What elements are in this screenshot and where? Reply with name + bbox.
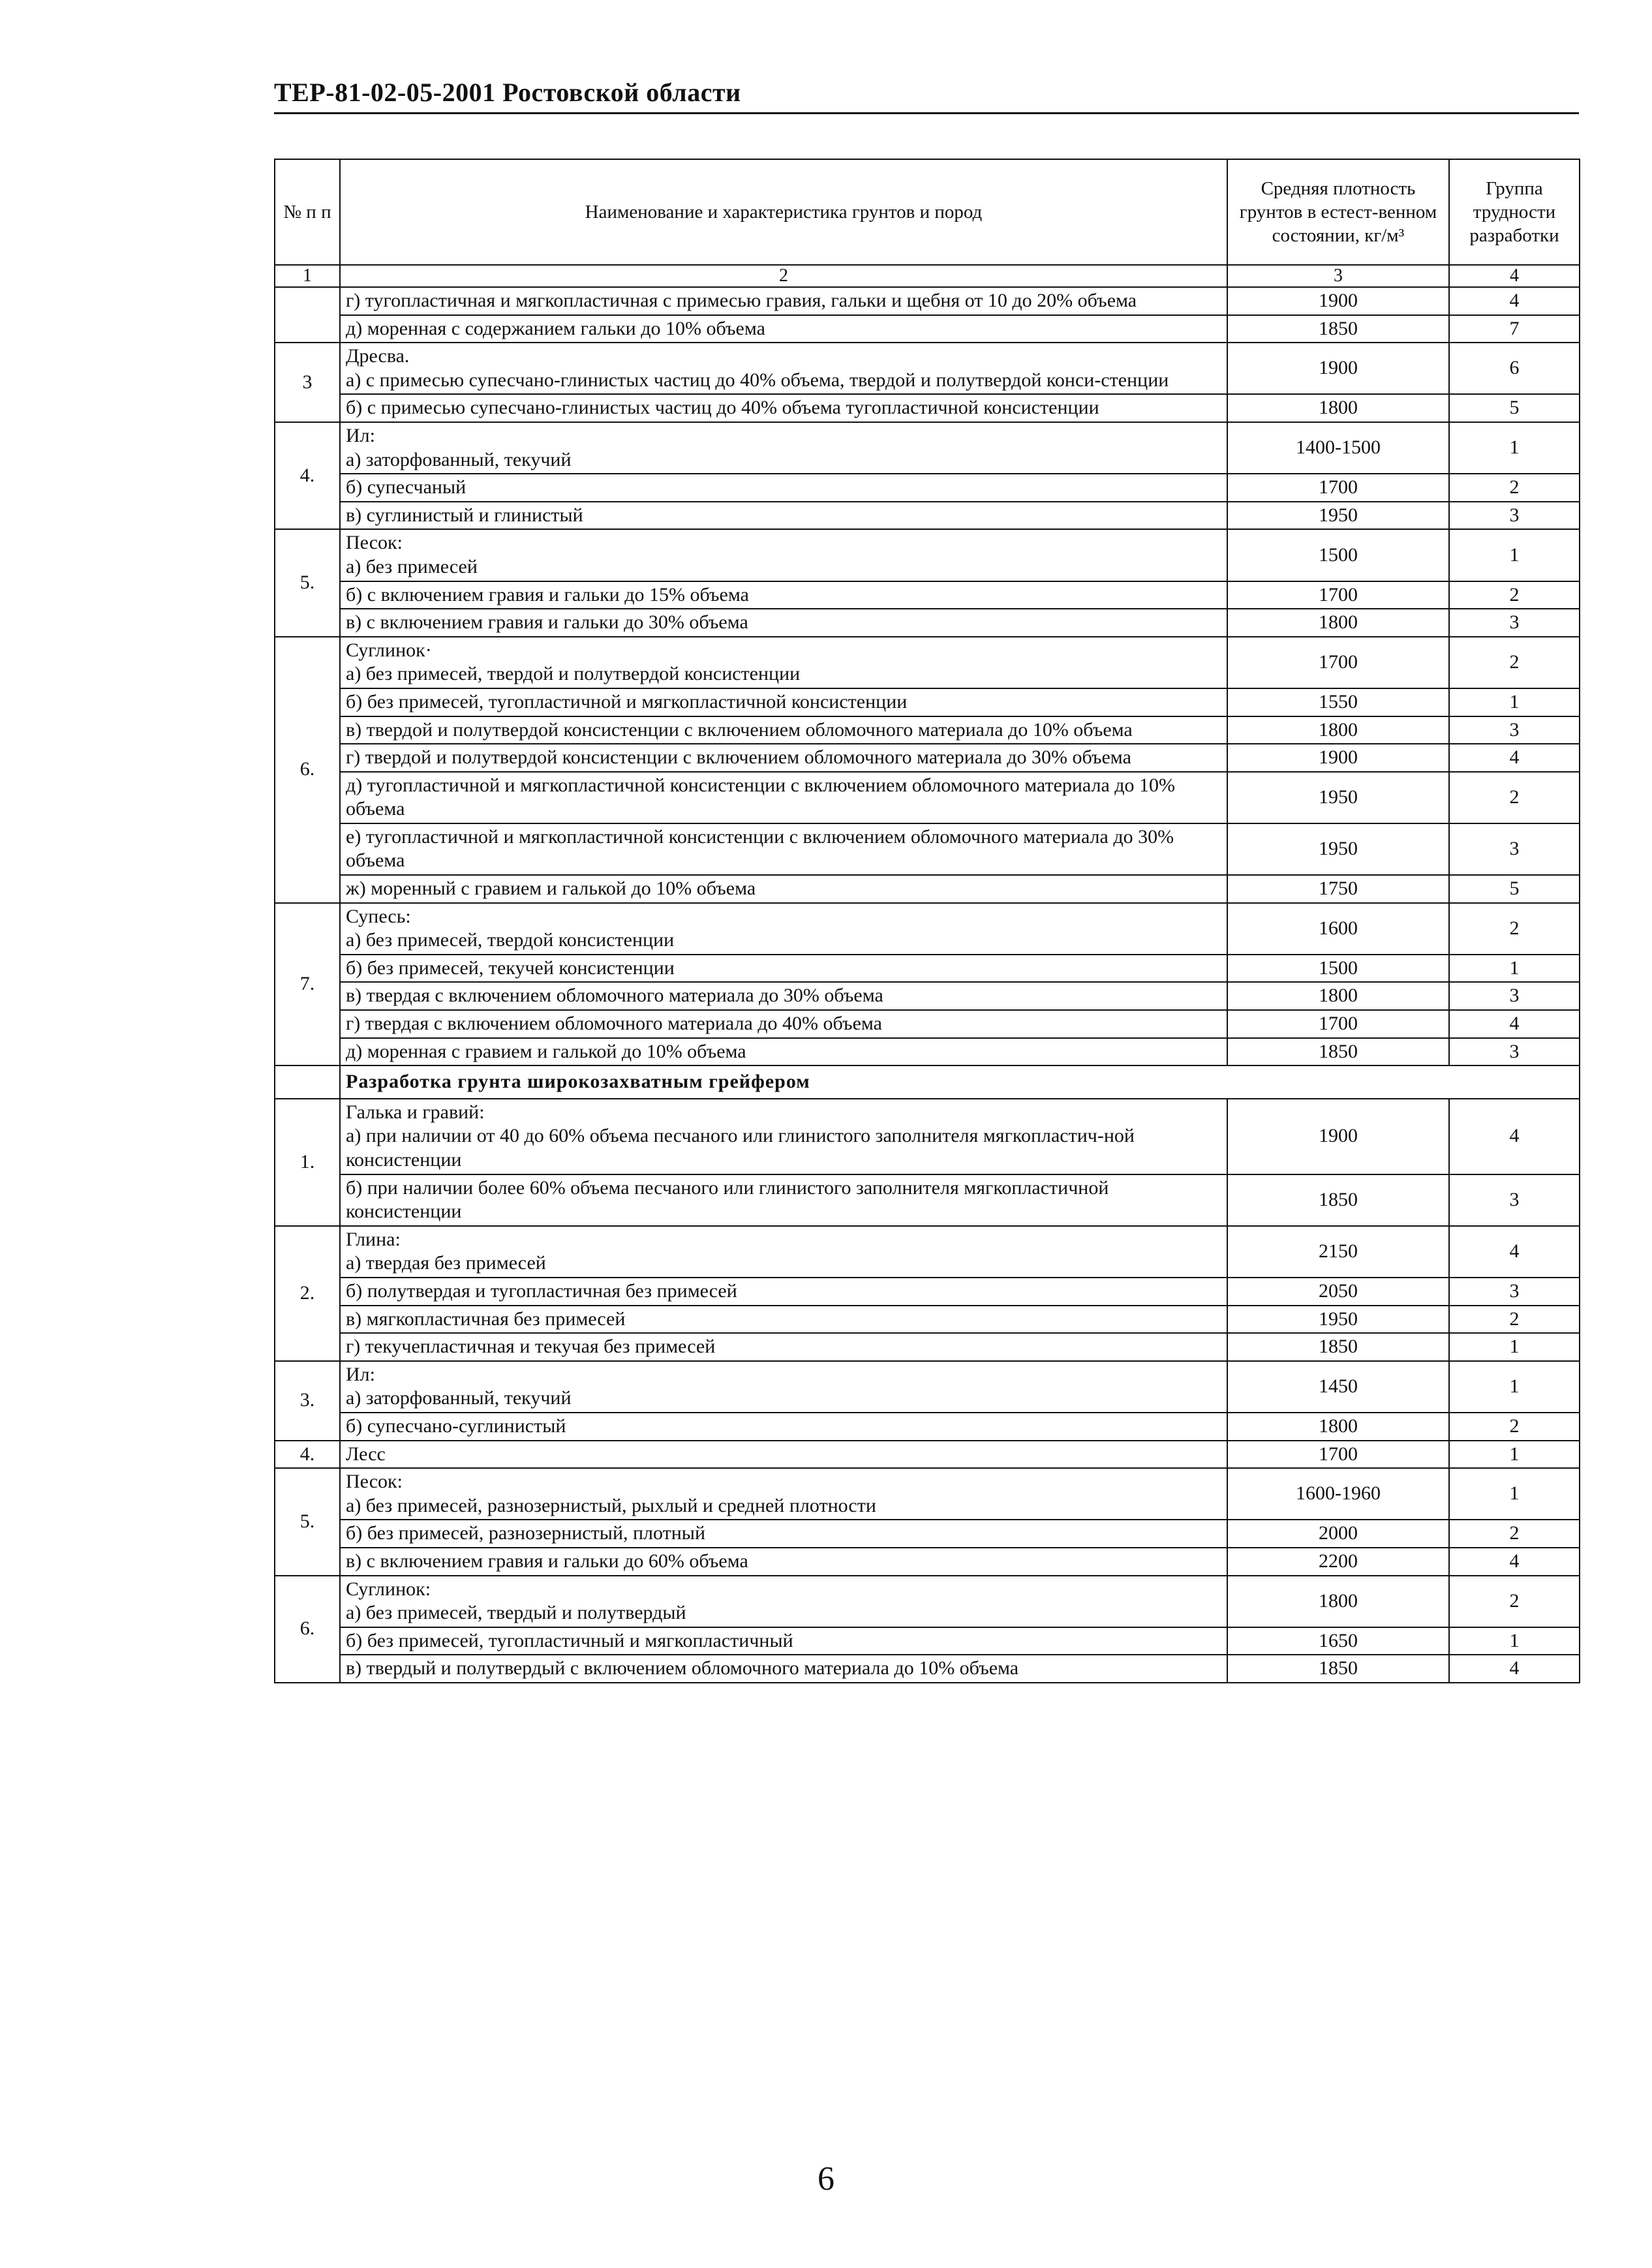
- density-cell: 1800: [1227, 982, 1449, 1010]
- soil-description-cell: [340, 903, 1227, 955]
- soil-description-cell: [340, 688, 1227, 716]
- difficulty-group-cell: 2: [1449, 772, 1580, 823]
- group-number-cell: 7.: [275, 903, 340, 1066]
- item-text: г) твердой и полутвердой консистенции с включением обломочного материала до 30% объема: [346, 746, 1131, 769]
- soil-description-cell: [340, 1099, 1227, 1174]
- group-heading: Галька и гравий:: [346, 1101, 485, 1123]
- group-number-cell: 6.: [275, 1576, 340, 1683]
- table-row: [275, 1174, 1580, 1226]
- item-text: а) без примесей: [346, 555, 478, 577]
- density-cell: 1750: [1227, 875, 1449, 903]
- difficulty-group-cell: 1: [1449, 1441, 1580, 1469]
- page-header: [274, 77, 1579, 116]
- group-number-cell: 3: [275, 343, 340, 422]
- table-row: [275, 1038, 1580, 1066]
- table-row: [275, 1278, 1580, 1306]
- density-cell: 1700: [1227, 581, 1449, 609]
- table-row: [275, 343, 1580, 394]
- soil-description-cell: [340, 823, 1227, 875]
- soil-description-cell: [340, 1038, 1227, 1066]
- table-row: [275, 1468, 1580, 1520]
- soil-description-cell: [340, 875, 1227, 903]
- item-text: г) твердая с включением обломочного материала до 40% объема: [346, 1013, 882, 1035]
- group-heading: Суглинок:: [346, 1578, 431, 1600]
- difficulty-group-cell: 2: [1449, 637, 1580, 688]
- group-number-cell: 2.: [275, 1226, 340, 1361]
- group-number-cell: 4.: [275, 1441, 340, 1469]
- table-row: [275, 315, 1580, 343]
- item-text: б) без примесей, разнозернистый, плотный: [346, 1522, 706, 1544]
- difficulty-group-cell: 7: [1449, 315, 1580, 343]
- soil-description-cell: [340, 1361, 1227, 1413]
- density-cell: 1500: [1227, 955, 1449, 983]
- density-cell: 1800: [1227, 394, 1449, 422]
- item-text: а) заторфованный, текучий: [346, 448, 572, 470]
- density-cell: 1850: [1227, 1333, 1449, 1361]
- soil-description-cell: [340, 502, 1227, 530]
- table-head: [275, 159, 1580, 287]
- item-text: б) супесчаный: [346, 476, 467, 498]
- col-header-name: Наименование и характеристика грунтов и пород: [340, 159, 1227, 265]
- soil-description-cell: [340, 1010, 1227, 1038]
- table-row: [275, 502, 1580, 530]
- item-text: г) тугопластичная и мягкопластичная с примесью гравия, гальки и щебня от 10 до 20% объема: [346, 290, 1137, 311]
- table-row: [275, 287, 1580, 315]
- table-row: [275, 716, 1580, 744]
- soil-description-cell: [340, 637, 1227, 688]
- col-header-number: № п п: [275, 159, 340, 265]
- table-row: [275, 688, 1580, 716]
- group-heading: Ил:: [346, 424, 375, 446]
- group-number-cell: 5.: [275, 1468, 340, 1575]
- col-index: 3: [1227, 265, 1449, 287]
- density-cell: 1850: [1227, 315, 1449, 343]
- difficulty-group-cell: 3: [1449, 982, 1580, 1010]
- difficulty-group-cell: 2: [1449, 1306, 1580, 1334]
- group-number-cell: 4.: [275, 422, 340, 529]
- table-row: [275, 823, 1580, 875]
- difficulty-group-cell: 5: [1449, 875, 1580, 903]
- col-header-density: Средняя плотность грунтов в естест-венном состоянии, кг/м³: [1227, 159, 1449, 265]
- group-number-cell: [275, 287, 340, 343]
- item-text: а) с примесью супесчано-глинистых частиц до 40% объема, твердой и полутвердой конси-стенции: [346, 369, 1169, 391]
- header-row: [275, 159, 1580, 265]
- page-number: 6: [818, 2160, 834, 2198]
- difficulty-group-cell: 1: [1449, 422, 1580, 474]
- item-text: а) без примесей, твердой и полутвердой консистенции: [346, 663, 801, 685]
- difficulty-group-cell: 4: [1449, 1226, 1580, 1278]
- density-cell: 1700: [1227, 1441, 1449, 1469]
- item-text: б) супесчано-суглинистый: [346, 1415, 566, 1437]
- table-row: [275, 1099, 1580, 1174]
- table-row: [275, 1441, 1580, 1469]
- density-cell: 1400-1500: [1227, 422, 1449, 474]
- difficulty-group-cell: 3: [1449, 1174, 1580, 1226]
- item-text: д) моренная с содержанием гальки до 10% объема: [346, 317, 765, 339]
- item-text: б) полутвердая и тугопластичная без примесей: [346, 1280, 737, 1302]
- density-cell: 2200: [1227, 1548, 1449, 1576]
- density-cell: 1600-1960: [1227, 1468, 1449, 1520]
- density-cell: 1700: [1227, 637, 1449, 688]
- density-cell: 1550: [1227, 688, 1449, 716]
- column-index-row: [275, 265, 1580, 287]
- item-text: в) с включением гравия и гальки до 30% объема: [346, 611, 748, 634]
- item-text: д) тугопластичной и мягкопластичной консистенции с включением обломочного материала до 10% объема: [346, 774, 1176, 820]
- table-row: [275, 529, 1580, 581]
- density-cell: 1950: [1227, 1306, 1449, 1334]
- table-row: [275, 1655, 1580, 1683]
- density-cell: 1600: [1227, 903, 1449, 955]
- section-spacer-cell: [275, 1065, 340, 1099]
- density-cell: 1500: [1227, 529, 1449, 581]
- difficulty-group-cell: 3: [1449, 502, 1580, 530]
- difficulty-group-cell: 4: [1449, 1010, 1580, 1038]
- density-cell: 1800: [1227, 1576, 1449, 1627]
- group-number-cell: 1.: [275, 1099, 340, 1226]
- density-cell: 1950: [1227, 502, 1449, 530]
- item-text: б) при наличии более 60% объема песчаного или глинистого заполнителя мягкопластичной консистенции: [346, 1176, 1109, 1223]
- density-cell: 1800: [1227, 716, 1449, 744]
- item-text: б) без примесей, текучей консистенции: [346, 957, 675, 979]
- soil-description-cell: [340, 744, 1227, 772]
- item-text: а) заторфованный, текучий: [346, 1387, 572, 1409]
- soil-description-cell: [340, 343, 1227, 394]
- item-text: а) без примесей, твердой консистенции: [346, 929, 675, 951]
- item-text: е) тугопластичной и мягкопластичной консистенции с включением обломочного материала до 30% объема: [346, 825, 1174, 872]
- soil-description-cell: [340, 982, 1227, 1010]
- table-row: [275, 1520, 1580, 1548]
- soil-description-cell: [340, 422, 1227, 474]
- table-row: [275, 744, 1580, 772]
- difficulty-group-cell: 1: [1449, 1627, 1580, 1655]
- density-cell: 1650: [1227, 1627, 1449, 1655]
- table-row: [275, 1548, 1580, 1576]
- item-text: б) с примесью супесчано-глинистых частиц до 40% объема тугопластичной консистенции: [346, 397, 1099, 419]
- item-text: д) моренная с гравием и галькой до 10% объема: [346, 1040, 746, 1062]
- item-text: б) с включением гравия и гальки до 15% объема: [346, 583, 749, 605]
- density-cell: 1850: [1227, 1655, 1449, 1683]
- item-text: а) твердая без примесей: [346, 1252, 546, 1274]
- difficulty-group-cell: 4: [1449, 1548, 1580, 1576]
- table-row: [275, 1576, 1580, 1627]
- table-row: [275, 1333, 1580, 1361]
- difficulty-group-cell: 2: [1449, 581, 1580, 609]
- group-heading: Глина:: [346, 1228, 401, 1250]
- col-index: 2: [340, 265, 1227, 287]
- density-cell: 1950: [1227, 772, 1449, 823]
- group-number-cell: 5.: [275, 529, 340, 636]
- table-row: [275, 982, 1580, 1010]
- density-cell: 1900: [1227, 287, 1449, 315]
- item-text: в) твердая с включением обломочного материала до 30% объема: [346, 985, 883, 1007]
- table-row: [275, 772, 1580, 823]
- table-row: [275, 637, 1580, 688]
- table-row: [275, 1413, 1580, 1441]
- difficulty-group-cell: 3: [1449, 823, 1580, 875]
- table-row: [275, 955, 1580, 983]
- soil-description-cell: [340, 1520, 1227, 1548]
- density-cell: 2050: [1227, 1278, 1449, 1306]
- table-row: [275, 609, 1580, 637]
- soil-description-cell: [340, 1576, 1227, 1627]
- difficulty-group-cell: 4: [1449, 744, 1580, 772]
- density-cell: 1700: [1227, 474, 1449, 502]
- group-heading: Супесь:: [346, 905, 411, 927]
- table-row: [275, 1010, 1580, 1038]
- item-text: б) без примесей, тугопластичный и мягкопластичный: [346, 1629, 793, 1651]
- density-cell: 1900: [1227, 744, 1449, 772]
- col-index: 1: [275, 265, 340, 287]
- soil-description-cell: [340, 1413, 1227, 1441]
- soil-description-cell: [340, 529, 1227, 581]
- density-cell: 1950: [1227, 823, 1449, 875]
- table-row: [275, 1627, 1580, 1655]
- table-body-part2: [275, 1099, 1580, 1683]
- table-body-part1: [275, 287, 1580, 1065]
- soil-description-cell: [340, 1333, 1227, 1361]
- item-text: б) без примесей, тугопластичной и мягкопластичной консистенции: [346, 690, 908, 713]
- table-row: [275, 474, 1580, 502]
- group-heading: Песок:: [346, 532, 403, 554]
- item-text: а) без примесей, твердый и полутвердый: [346, 1602, 686, 1624]
- difficulty-group-cell: 4: [1449, 1655, 1580, 1683]
- density-cell: 1800: [1227, 1413, 1449, 1441]
- item-text: в) твердый и полутвердый с включением обломочного материала до 10% объема: [346, 1657, 1019, 1679]
- difficulty-group-cell: 3: [1449, 1278, 1580, 1306]
- section-divider: [275, 1065, 1580, 1099]
- difficulty-group-cell: 1: [1449, 1361, 1580, 1413]
- density-cell: 1850: [1227, 1038, 1449, 1066]
- col-index: 4: [1449, 265, 1580, 287]
- density-cell: 1800: [1227, 609, 1449, 637]
- table-row: [275, 581, 1580, 609]
- difficulty-group-cell: 2: [1449, 1413, 1580, 1441]
- table-row: [275, 422, 1580, 474]
- soil-description-cell: [340, 1468, 1227, 1520]
- density-cell: 1450: [1227, 1361, 1449, 1413]
- table-row: [275, 1361, 1580, 1413]
- difficulty-group-cell: 4: [1449, 287, 1580, 315]
- soil-description-cell: [340, 581, 1227, 609]
- density-cell: 1900: [1227, 343, 1449, 394]
- difficulty-group-cell: 1: [1449, 688, 1580, 716]
- difficulty-group-cell: 1: [1449, 529, 1580, 581]
- group-heading: Дресва.: [346, 345, 410, 367]
- document-title: ТЕР-81-02-05-2001 Ростовской области: [274, 78, 741, 107]
- group-heading: Суглинок·: [346, 639, 432, 661]
- soil-description-cell: [340, 772, 1227, 823]
- soil-description-cell: [340, 1278, 1227, 1306]
- difficulty-group-cell: 6: [1449, 343, 1580, 394]
- soil-description-cell: [340, 315, 1227, 343]
- table-row: [275, 1226, 1580, 1278]
- item-text: ж) моренный с гравием и галькой до 10% объема: [346, 878, 756, 900]
- item-text: г) текучепластичная и текучая без примесей: [346, 1336, 716, 1358]
- section-title: Разработка грунта широкозахватным грейфером: [340, 1065, 1580, 1099]
- soil-description-cell: [340, 1226, 1227, 1278]
- difficulty-group-cell: 2: [1449, 903, 1580, 955]
- density-cell: 1900: [1227, 1099, 1449, 1174]
- group-number-cell: 6.: [275, 637, 340, 903]
- difficulty-group-cell: 1: [1449, 1468, 1580, 1520]
- density-cell: 2150: [1227, 1226, 1449, 1278]
- difficulty-group-cell: 3: [1449, 609, 1580, 637]
- table-row: [275, 394, 1580, 422]
- soil-density-table: [274, 159, 1580, 1683]
- table-row: [275, 1306, 1580, 1334]
- difficulty-group-cell: 5: [1449, 394, 1580, 422]
- soil-description-cell: [340, 1627, 1227, 1655]
- difficulty-group-cell: 4: [1449, 1099, 1580, 1174]
- difficulty-group-cell: 1: [1449, 1333, 1580, 1361]
- item-text: Лесс: [346, 1443, 386, 1465]
- density-cell: 1850: [1227, 1174, 1449, 1226]
- soil-description-cell: [340, 1441, 1227, 1469]
- soil-description-cell: [340, 474, 1227, 502]
- group-number-cell: 3.: [275, 1361, 340, 1441]
- difficulty-group-cell: 3: [1449, 716, 1580, 744]
- col-header-group: Группа трудности разработки: [1449, 159, 1580, 265]
- difficulty-group-cell: 2: [1449, 474, 1580, 502]
- difficulty-group-cell: 1: [1449, 955, 1580, 983]
- soil-description-cell: [340, 1174, 1227, 1226]
- soil-description-cell: [340, 609, 1227, 637]
- group-heading: Песок:: [346, 1471, 403, 1493]
- section-row: [275, 1065, 1580, 1099]
- difficulty-group-cell: 2: [1449, 1520, 1580, 1548]
- soil-description-cell: [340, 716, 1227, 744]
- density-cell: 2000: [1227, 1520, 1449, 1548]
- difficulty-group-cell: 2: [1449, 1576, 1580, 1627]
- difficulty-group-cell: 3: [1449, 1038, 1580, 1066]
- item-text: а) при наличии от 40 до 60% объема песчаного или глинистого заполнителя мягкопластич-ной консистенции: [346, 1125, 1135, 1171]
- soil-description-cell: [340, 1548, 1227, 1576]
- item-text: в) мягкопластичная без примесей: [346, 1308, 626, 1330]
- soil-description-cell: [340, 1306, 1227, 1334]
- item-text: а) без примесей, разнозернистый, рыхлый и средней плотности: [346, 1494, 876, 1516]
- item-text: в) суглинистый и глинистый: [346, 504, 583, 526]
- soil-description-cell: [340, 955, 1227, 983]
- soil-description-cell: [340, 287, 1227, 315]
- item-text: в) твердой и полутвердой консистенции с включением обломочного материала до 10% объема: [346, 718, 1133, 741]
- group-heading: Ил:: [346, 1363, 375, 1385]
- item-text: в) с включением гравия и гальки до 60% объема: [346, 1550, 748, 1572]
- header-rule: [274, 112, 1579, 114]
- table-row: [275, 903, 1580, 955]
- table-row: [275, 875, 1580, 903]
- density-cell: 1700: [1227, 1010, 1449, 1038]
- soil-description-cell: [340, 394, 1227, 422]
- soil-description-cell: [340, 1655, 1227, 1683]
